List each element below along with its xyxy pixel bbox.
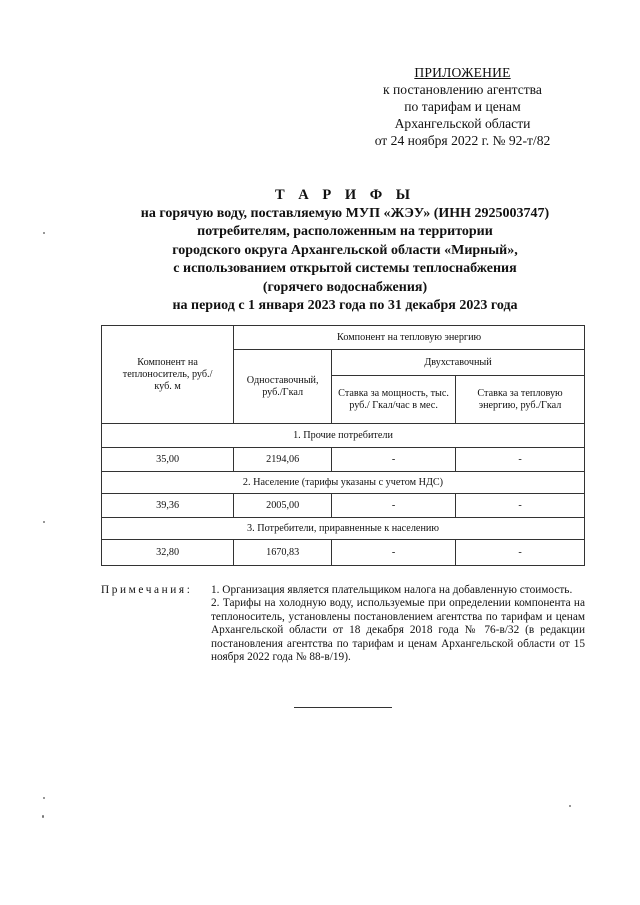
title-line-1: на горячую воду, поставляемую МУП «ЖЭУ» (ИНН 2925003747) <box>140 205 550 221</box>
cell-single-rate: 2005,00 <box>234 494 332 518</box>
section-title-equivalent: 3. Потребители, приравненные к населению <box>102 518 585 540</box>
header-energy-component: Компонент на тепловую энергию <box>234 326 585 350</box>
header-two-rate: Двухставочный <box>332 350 585 376</box>
table-row <box>102 494 585 518</box>
cell-capacity-rate: - <box>332 494 456 518</box>
table-row <box>102 448 585 472</box>
scan-speck <box>43 521 45 523</box>
cell-energy-rate: - <box>456 494 585 518</box>
note-2: 2. Тарифы на холодную воду, используемые при определении компонента на теплоноситель, установлены постановлением агентства по тарифам и ценам Архангельской области от 18 декабря 2018 года № 76-в/32 (в редакции постановления агентства по тарифам и ценам Архангельской области от 15 ноября 2022 года № 88-в/19). <box>211 597 585 664</box>
cell-single-rate: 2194,06 <box>234 448 332 472</box>
header-coolant-component: Компонент на теплоноситель, руб./куб. м <box>102 326 234 424</box>
table-row <box>102 540 585 566</box>
cell-coolant: 32,80 <box>102 540 234 566</box>
document-title: Т А Р И Ф Ы <box>274 187 416 203</box>
annex-header <box>345 64 580 149</box>
cell-energy-rate: - <box>456 540 585 566</box>
notes-label: Примечания: <box>101 584 193 596</box>
header-capacity-rate: Ставка за мощность, тыс. руб./ Гкал/час в мес. <box>332 376 456 424</box>
scan-speck <box>43 232 45 234</box>
scan-speck <box>43 797 45 799</box>
section-title-other: 1. Прочие потребители <box>102 424 585 448</box>
title-line-3: городского округа Архангельской области «Мирный», <box>172 242 518 258</box>
title-line-4: с использованием открытой системы теплоснабжения <box>173 261 517 276</box>
section-title-population: 2. Население (тарифы указаны с учетом НДС) <box>102 472 585 494</box>
cell-single-rate: 1670,83 <box>234 540 332 566</box>
cell-capacity-rate: - <box>332 448 456 472</box>
cell-coolant: 39,36 <box>102 494 234 518</box>
annex-line-4: от 24 ноября 2022 г. № 92-т/82 <box>374 133 551 148</box>
annex-line-2: по тарифам и ценам <box>404 99 521 114</box>
annex-line-1: к постановлению агентства <box>383 82 542 97</box>
title-line-6: на период с 1 января 2023 года по 31 декабря 2023 года <box>172 298 518 313</box>
separator-line <box>294 707 392 708</box>
scan-speck <box>569 805 571 807</box>
notes-body <box>211 584 585 664</box>
cell-energy-rate: - <box>456 448 585 472</box>
scan-speck <box>42 815 44 818</box>
header-energy-rate: Ставка за тепловую энергию, руб./Гкал <box>456 376 585 424</box>
note-1: 1. Организация является плательщиком налога на добавленную стоимость. <box>211 584 573 596</box>
title-line-5: (горячего водоснабжения) <box>262 279 428 295</box>
title-line-2: потребителям, расположенным на территории <box>197 224 493 239</box>
annex-line-3: Архангельской области <box>394 116 531 131</box>
header-single-rate: Одноставочный, руб./Гкал <box>234 350 332 424</box>
document-title-block <box>80 186 610 316</box>
cell-capacity-rate: - <box>332 540 456 566</box>
tariff-table <box>101 325 585 566</box>
annex-title: ПРИЛОЖЕНИЕ <box>414 65 511 80</box>
cell-coolant: 35,00 <box>102 448 234 472</box>
